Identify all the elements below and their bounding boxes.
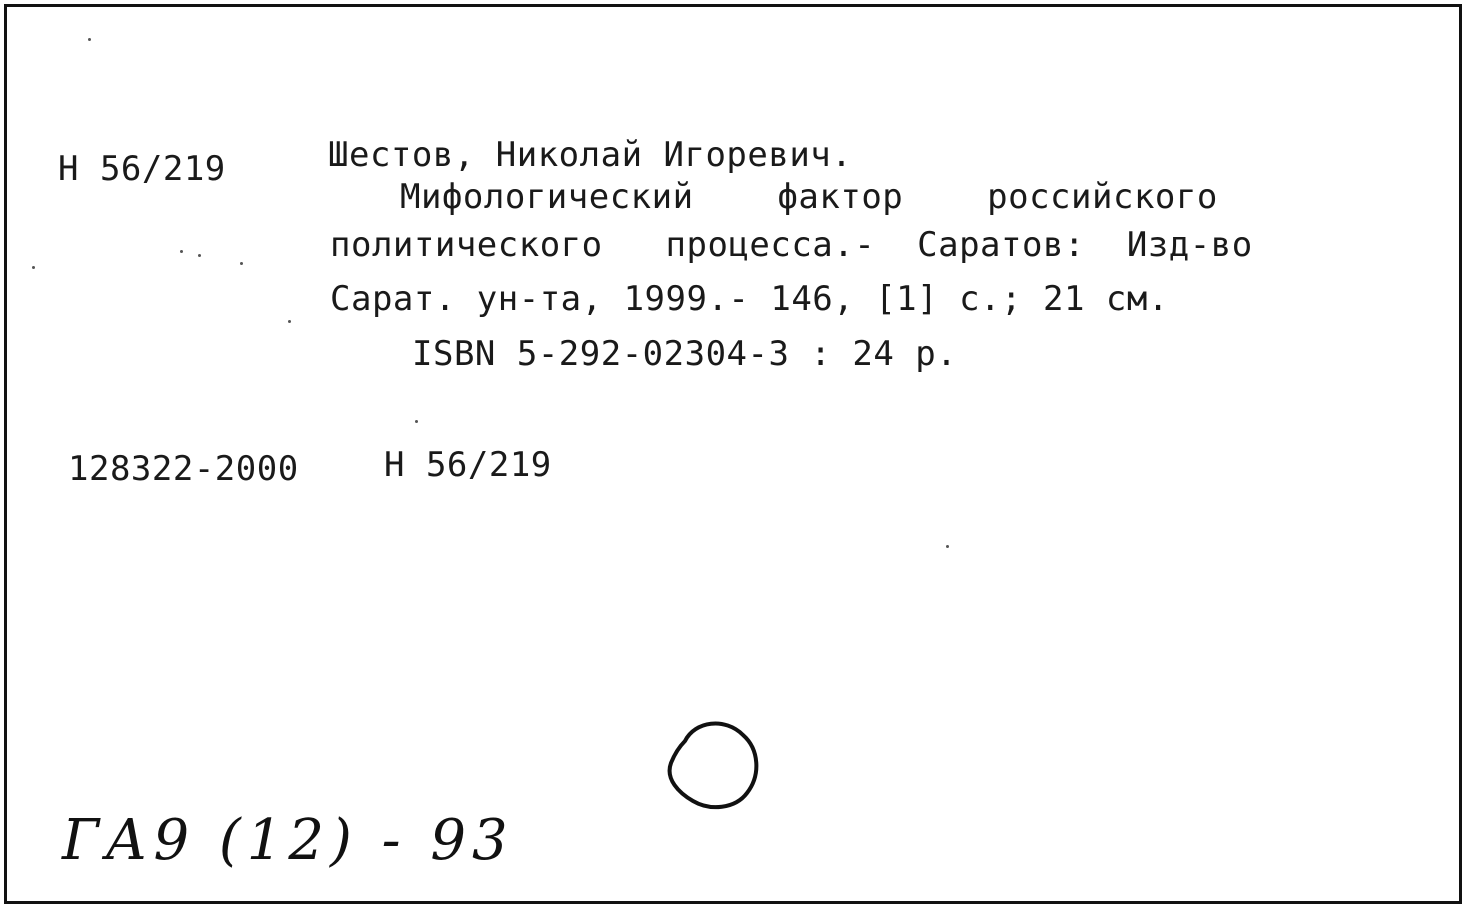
author-name: Шестов, Николай Игоревич.: [328, 135, 853, 175]
scan-speck: [240, 262, 243, 265]
handwritten-shelf-mark: ГА9 (12) - 93: [62, 808, 514, 873]
scan-speck: [415, 420, 418, 423]
inventory-number: 128322-2000: [68, 449, 299, 489]
scan-speck: [946, 545, 949, 548]
title-line-1: Мифологический фактор российского: [400, 177, 1218, 217]
isbn-price-line: ISBN 5-292-02304-3 : 24 р.: [412, 334, 958, 374]
publication-line: Сарат. ун-та, 1999.- 146, [1] с.; 21 см.: [330, 279, 1169, 319]
inventory-call-number: Н 56/219: [384, 445, 552, 485]
scan-speck: [198, 254, 201, 257]
punch-hole-icon: [655, 713, 765, 813]
scan-speck: [180, 250, 183, 253]
call-number: Н 56/219: [58, 149, 226, 189]
scan-speck: [32, 266, 35, 269]
scan-speck: [288, 320, 291, 323]
scan-speck: [88, 38, 91, 41]
title-line-2: политического процесса.- Саратов: Изд-во: [330, 225, 1253, 265]
